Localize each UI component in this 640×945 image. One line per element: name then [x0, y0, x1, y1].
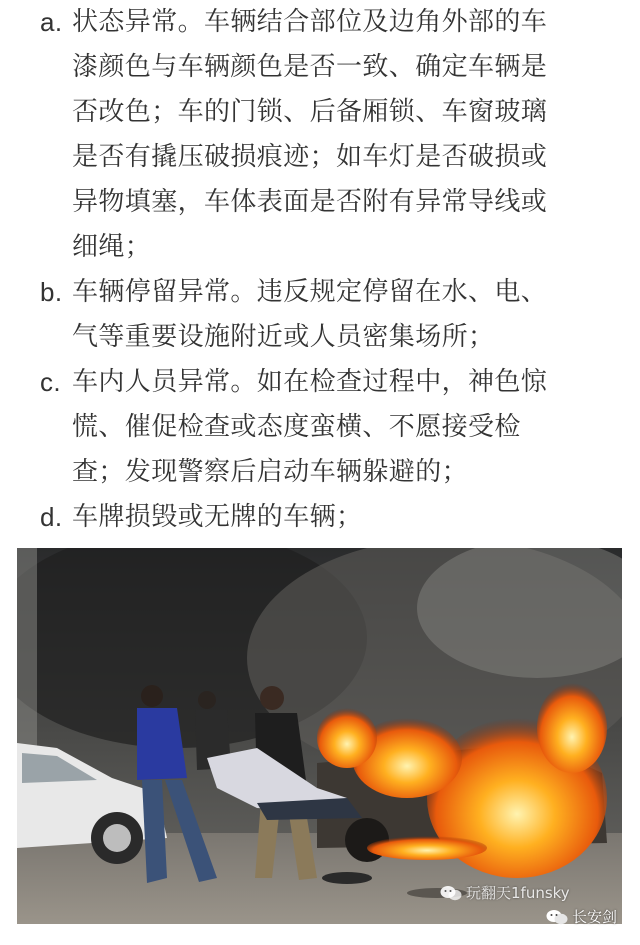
news-photo	[17, 548, 622, 924]
list-marker: d.	[40, 502, 63, 532]
list-item-a	[34, 0, 634, 270]
wechat-icon	[440, 885, 462, 901]
item-line: 车辆停留异常。违反规定停留在水、电、	[72, 277, 548, 307]
item-line: 车牌损毁或无牌的车辆；	[72, 502, 363, 532]
item-line: 车内人员异常。如在检查过程中，神色惊	[72, 367, 548, 397]
list-marker: c.	[40, 367, 62, 397]
item-line: 慌、催促检查或态度蛮横、不愿接受检	[72, 412, 521, 442]
item-line: 漆颜色与车辆颜色是否一致、确定车辆是	[72, 52, 548, 82]
item-line: 异物填塞，车体表面是否附有异常导线或	[72, 187, 548, 217]
item-line: 状态异常。车辆结合部位及边角外部的车	[72, 7, 548, 37]
item-line: 否改色；车的门锁、后备厢锁、车窗玻璃	[72, 97, 548, 127]
wechat-icon	[546, 909, 568, 925]
list-item-d	[34, 495, 634, 540]
burning-vehicle-scene	[17, 548, 622, 924]
list-marker: a.	[40, 7, 63, 37]
list-marker: b.	[40, 277, 63, 307]
criteria-list	[34, 0, 634, 540]
watermark-primary	[440, 882, 570, 903]
list-item-c	[34, 360, 634, 495]
item-line: 细绳；	[72, 232, 152, 262]
watermark-secondary-text: 长安剑	[572, 908, 618, 926]
item-line: 是否有撬压破损痕迹；如车灯是否破损或	[72, 142, 548, 172]
watermark-primary-text: 玩翻天1funsky	[466, 884, 570, 902]
item-line: 气等重要设施附近或人员密集场所；	[72, 322, 495, 352]
watermark-secondary	[546, 906, 617, 927]
list-item-b	[34, 270, 634, 360]
item-line: 查；发现警察后启动车辆躲避的；	[72, 457, 469, 487]
